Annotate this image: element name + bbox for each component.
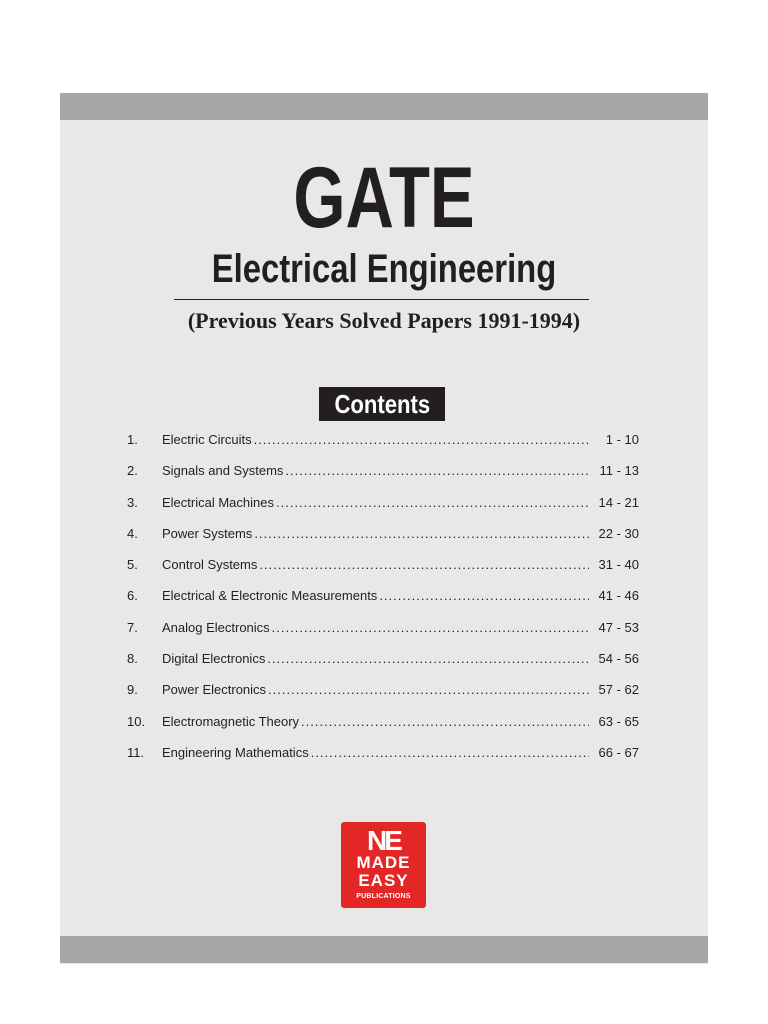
toc-leader-dots bbox=[268, 682, 589, 697]
toc-item bbox=[127, 463, 639, 494]
book-subtitle: (Previous Years Solved Papers 1991-1994) bbox=[187, 308, 581, 333]
toc-item-pages: 31 - 40 bbox=[598, 557, 639, 573]
toc-item-pages: 14 - 21 bbox=[598, 494, 639, 510]
toc-leader-dots bbox=[254, 526, 589, 541]
bottom-band bbox=[60, 936, 708, 963]
toc-item-pages: 1 - 10 bbox=[605, 432, 639, 447]
toc-item bbox=[127, 682, 639, 713]
publisher-logo bbox=[341, 822, 426, 908]
logo-text-easy: EASY bbox=[358, 871, 409, 890]
toc-item-pages: 11 - 13 bbox=[599, 463, 639, 479]
toc-item bbox=[127, 432, 639, 463]
toc-leader-dots bbox=[379, 588, 589, 603]
toc-item-number: 2. bbox=[127, 463, 138, 479]
toc-item-title: Power Systems bbox=[162, 525, 253, 541]
toc-leader-dots bbox=[267, 651, 589, 666]
toc-item bbox=[127, 588, 639, 619]
toc-item-pages: 66 - 67 bbox=[598, 744, 639, 760]
toc-item-pages: 63 - 65 bbox=[598, 713, 639, 729]
toc-item-number: 4. bbox=[127, 525, 138, 541]
logo-text-made: MADE bbox=[356, 853, 411, 872]
toc-item-title: Electric Circuits bbox=[162, 432, 252, 447]
logo-mark: NE bbox=[367, 825, 400, 856]
toc-item-title: Electrical Machines bbox=[162, 494, 274, 510]
toc-item-title: Analog Electronics bbox=[162, 619, 270, 635]
toc-leader-dots bbox=[276, 495, 589, 510]
toc-item-title: Electrical & Electronic Measurements bbox=[162, 588, 378, 604]
book-subject: Electrical Engineering bbox=[211, 247, 557, 291]
toc-item-pages: 57 - 62 bbox=[598, 682, 639, 698]
contents-heading bbox=[319, 387, 445, 421]
toc-item-pages: 22 - 30 bbox=[598, 525, 639, 541]
toc-item-title: Power Electronics bbox=[162, 682, 267, 698]
toc-item-title: Signals and Systems bbox=[162, 463, 284, 479]
toc-item bbox=[127, 745, 639, 776]
table-of-contents bbox=[127, 432, 639, 776]
toc-item-pages: 47 - 53 bbox=[598, 619, 639, 635]
toc-item-number: 9. bbox=[127, 682, 138, 698]
toc-item bbox=[127, 714, 639, 745]
toc-item-number: 11. bbox=[127, 744, 145, 760]
toc-item-title: Control Systems bbox=[162, 557, 258, 573]
logo-text-publications: PUBLICATIONS bbox=[356, 893, 411, 900]
toc-leader-dots bbox=[259, 557, 589, 572]
toc-item bbox=[127, 651, 639, 682]
toc-item-title: Electromagnetic Theory bbox=[162, 713, 300, 729]
toc-item-title: Engineering Mathematics bbox=[162, 744, 309, 760]
toc-item-number: 5. bbox=[127, 557, 138, 573]
toc-item-number: 1. bbox=[127, 432, 138, 447]
toc-item bbox=[127, 495, 639, 526]
toc-item-number: 10. bbox=[127, 713, 146, 729]
toc-leader-dots bbox=[254, 432, 589, 447]
contents-heading-label: Contents bbox=[334, 389, 430, 419]
toc-leader-dots bbox=[301, 714, 589, 729]
title-divider bbox=[174, 299, 589, 300]
book-title: GATE bbox=[293, 150, 475, 246]
toc-leader-dots bbox=[285, 463, 589, 478]
book-page bbox=[60, 93, 708, 964]
toc-leader-dots bbox=[311, 745, 589, 760]
toc-item-number: 3. bbox=[127, 494, 138, 510]
toc-item-pages: 41 - 46 bbox=[598, 588, 639, 604]
toc-item-number: 7. bbox=[127, 619, 138, 635]
toc-item-number: 6. bbox=[127, 588, 138, 604]
toc-item bbox=[127, 526, 639, 557]
toc-leader-dots bbox=[272, 620, 589, 635]
toc-item bbox=[127, 557, 639, 588]
toc-item-number: 8. bbox=[127, 651, 138, 667]
toc-item-pages: 54 - 56 bbox=[598, 651, 639, 667]
toc-item-title: Digital Electronics bbox=[162, 651, 266, 667]
top-band bbox=[60, 93, 708, 120]
toc-item bbox=[127, 620, 639, 651]
